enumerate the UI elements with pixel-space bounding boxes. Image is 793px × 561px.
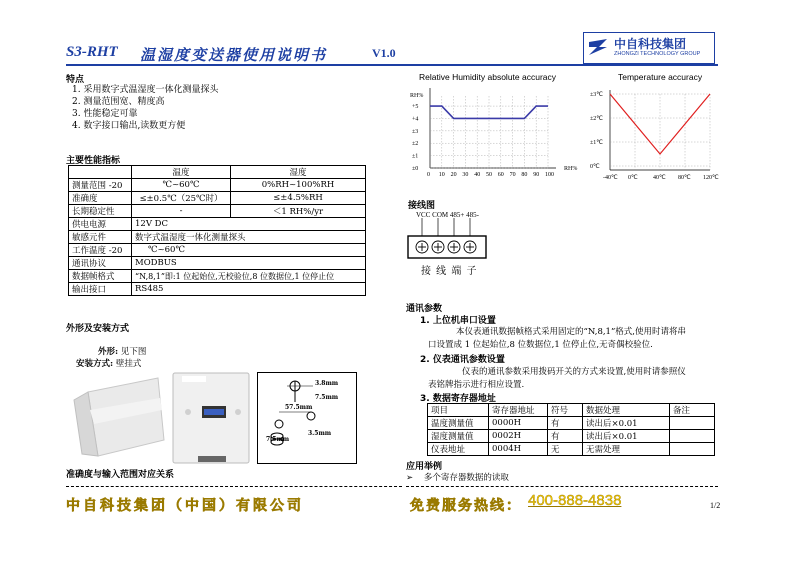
footer-rule <box>66 486 402 487</box>
x-tick-label: 30 <box>462 172 469 178</box>
x-tick-label: 70 <box>509 172 516 178</box>
dim-label: 57.5mm <box>285 404 313 411</box>
x-tick-label: 10 <box>438 172 445 178</box>
document-model: S3-RHT <box>66 44 118 60</box>
dim-label: 3.5mm <box>308 430 332 437</box>
footer-company: 中自科技集团（中国）有限公司 <box>66 498 304 514</box>
table-cell <box>69 166 132 179</box>
spec-label: 长期稳定性 <box>69 205 132 218</box>
table-row <box>428 417 715 430</box>
table-row <box>69 179 366 192</box>
column-header: 寄存器地址 <box>489 404 548 417</box>
example-item: ➢ 多个寄存器数据的读取 <box>406 473 509 483</box>
feature-item: 4. 数字接口输出,读数更方便 <box>72 121 186 131</box>
comm-section-title: 2. 仪表通讯参数设置 <box>420 355 505 365</box>
dim-label: 3.8mm <box>315 380 339 387</box>
register-table <box>427 403 715 456</box>
pin-label: VCC <box>416 211 431 219</box>
table-cell: 无需处理 <box>583 443 670 456</box>
spec-humi: ＜1 RH%/yr <box>231 205 366 218</box>
table-cell: 有 <box>548 430 583 443</box>
table-cell: 0004H <box>489 443 548 456</box>
mount-value: 壁挂式 <box>115 359 142 369</box>
column-header: 符号 <box>548 404 583 417</box>
terminal-block-diagram <box>405 216 489 264</box>
x-tick-label: 20 <box>450 172 457 178</box>
table-cell <box>670 443 715 456</box>
feature-item: 3. 性能稳定可靠 <box>72 109 138 119</box>
example-heading: 应用举例 <box>406 462 443 472</box>
table-row <box>69 192 366 205</box>
spec-value: “N,8,1”即:1 位起始位,无校验位,8 位数据位,1 位停止位 <box>132 270 366 283</box>
x-tick-label: 40℃ <box>653 175 666 181</box>
pin-label: COM <box>432 211 449 219</box>
column-header: 备注 <box>670 404 715 417</box>
product-side-photo <box>68 370 166 464</box>
spec-humi: 0%RH~100%RH <box>231 179 366 192</box>
table-row <box>428 443 715 456</box>
header-rule <box>66 64 718 66</box>
column-header-temp: 温度 <box>132 166 231 179</box>
spec-value: ℃~60℃ <box>132 244 366 257</box>
table-cell <box>670 417 715 430</box>
feature-item: 2. 测量范围宽、精度高 <box>72 97 165 107</box>
x-tick-label: 40 <box>474 172 481 178</box>
spec-temp: - <box>132 205 231 218</box>
pin-label: 485- <box>466 211 479 219</box>
comm-section-title: 1. 上位机串口设置 <box>420 316 496 326</box>
comm-paragraph: 本仪表通讯数据帧格式采用固定的“N,8,1”格式,使用时请将串 <box>456 327 687 337</box>
table-cell: 0002H <box>489 430 548 443</box>
features-heading: 特点 <box>66 75 85 85</box>
spec-label: 供电电源 <box>69 218 132 231</box>
humidity-accuracy-chart <box>408 84 588 180</box>
spec-label: 输出接口 <box>69 283 132 296</box>
table-cell: 读出后×0.01 <box>583 430 670 443</box>
spec-label: 测量范围 -20 <box>69 179 132 192</box>
spec-value: RS485 <box>132 283 366 296</box>
column-header: 数据处理 <box>583 404 670 417</box>
footer-hotline-label: 免费服务热线： <box>410 498 522 514</box>
spec-label: 工作温度 -20 <box>69 244 132 257</box>
x-tick-label: -40℃ <box>603 175 618 181</box>
spec-humi: ≤±4.5%RH <box>231 192 366 205</box>
table-cell: 读出后×0.01 <box>583 417 670 430</box>
terminal-caption: 接 线 端 子 <box>421 266 478 277</box>
x-tick-label: 60 <box>497 172 504 178</box>
wiring-heading: 接线图 <box>408 201 436 211</box>
temp-chart-title: Temperature accuracy <box>618 72 703 82</box>
table-row <box>428 430 715 443</box>
spec-label: 敏感元件 <box>69 231 132 244</box>
specs-heading: 主要性能指标 <box>66 156 121 166</box>
dim-label: 7.5mm <box>266 436 290 443</box>
x-tick-label: 90 <box>533 172 540 178</box>
table-row <box>428 404 715 417</box>
spec-temp: ≤±0.5℃（25℃时） <box>132 192 231 205</box>
table-cell: 0000H <box>489 417 548 430</box>
table-cell: 有 <box>548 417 583 430</box>
x-tick-label: 0℃ <box>628 175 638 181</box>
product-front-photo <box>172 372 250 464</box>
table-row <box>69 257 366 270</box>
y-tick-label: ±2℃ <box>590 116 604 122</box>
logo-mark-icon <box>587 36 609 58</box>
spec-value: MODBUS <box>132 257 366 270</box>
comm-section-title: 3. 数据寄存器地址 <box>420 394 496 404</box>
shape-label: 外形: <box>98 347 119 357</box>
temperature-accuracy-chart <box>588 84 722 188</box>
shape-line <box>98 345 146 357</box>
comm-paragraph: 仪表的通讯参数采用拨码开关的方式来设置,使用时请参照仪 <box>462 367 686 377</box>
table-cell: 温度测量值 <box>428 417 489 430</box>
table-cell: 湿度测量值 <box>428 430 489 443</box>
dim-label: 7.5mm <box>315 394 339 401</box>
y-tick-label: +5 <box>412 104 419 111</box>
pin-label: 485+ <box>449 211 465 219</box>
table-cell: 无 <box>548 443 583 456</box>
spec-label: 数据帧格式 <box>69 270 132 283</box>
y-tick-label: ±2 <box>412 141 419 148</box>
arrow-bullet-icon: ➢ <box>406 473 414 483</box>
spec-label: 准确度 <box>69 192 132 205</box>
features-list <box>72 84 218 132</box>
document-version: V1.0 <box>372 46 396 60</box>
x-tick-label: 80 <box>521 172 528 178</box>
table-row <box>69 231 366 244</box>
y-tick-label: ±1 <box>412 153 419 160</box>
spec-value: 12V DC <box>132 218 366 231</box>
table-row <box>69 270 366 283</box>
x-tick-label: 0 <box>427 172 430 178</box>
logo-name-cn: 中自科技集团 <box>614 37 687 51</box>
table-row <box>69 283 366 296</box>
spec-label: 通讯协议 <box>69 257 132 270</box>
table-row <box>69 205 366 218</box>
y-tick-label: ±0 <box>412 166 419 172</box>
mount-line <box>76 357 141 369</box>
x-axis-unit: RH% <box>564 166 578 172</box>
x-tick-label: 100 <box>545 172 554 178</box>
mount-label: 安装方式: <box>76 359 114 369</box>
x-tick-label: 80℃ <box>678 175 691 181</box>
table-cell <box>670 430 715 443</box>
table-row <box>69 244 366 257</box>
page-number: 1/2 <box>710 501 721 510</box>
dimension-drawing <box>257 372 357 464</box>
comm-paragraph: 表铭牌指示进行相应设置. <box>428 380 525 390</box>
table-row <box>69 218 366 231</box>
spec-value: 数字式温湿度一体化测量探头 <box>132 231 366 244</box>
company-logo <box>583 32 715 64</box>
x-tick-label: 50 <box>486 172 492 178</box>
x-tick-label: 120℃ <box>703 175 719 181</box>
y-tick-label: ±3℃ <box>590 92 604 98</box>
humidity-chart-title: Relative Humidity absolute accuracy <box>419 72 557 82</box>
logo-name-en: ZHONGZI TECHNOLOGY GROUP <box>614 51 701 57</box>
y-tick-label: ±3 <box>412 128 419 135</box>
document-title: 温湿度变送器使用说明书 <box>140 46 328 64</box>
y-axis-unit: RH% <box>410 93 424 99</box>
comm-heading: 通讯参数 <box>406 304 443 314</box>
shape-value: 见下图 <box>120 347 147 357</box>
footer-rule <box>406 486 718 487</box>
specs-table <box>68 165 366 296</box>
feature-item: 1. 采用数字式温湿度一体化测量探头 <box>72 85 219 95</box>
table-cell: 仪表地址 <box>428 443 489 456</box>
install-heading: 外形及安装方式 <box>66 324 130 334</box>
spec-temp: ℃~60℃ <box>132 179 231 192</box>
column-header: 项目 <box>428 404 489 417</box>
footer-phone: 400-888-4838 <box>528 492 622 509</box>
y-tick-label: 0℃ <box>590 164 600 170</box>
accuracy-heading: 准确度与输入范围对应关系 <box>66 470 175 480</box>
y-tick-label: ±1℃ <box>590 140 604 146</box>
table-row <box>69 166 366 179</box>
column-header-humi: 湿度 <box>231 166 366 179</box>
comm-paragraph: 口设置成 1 位起始位,8 位数据位,1 位停止位,无奇偶校验位. <box>428 340 653 350</box>
y-tick-label: +4 <box>412 116 419 123</box>
